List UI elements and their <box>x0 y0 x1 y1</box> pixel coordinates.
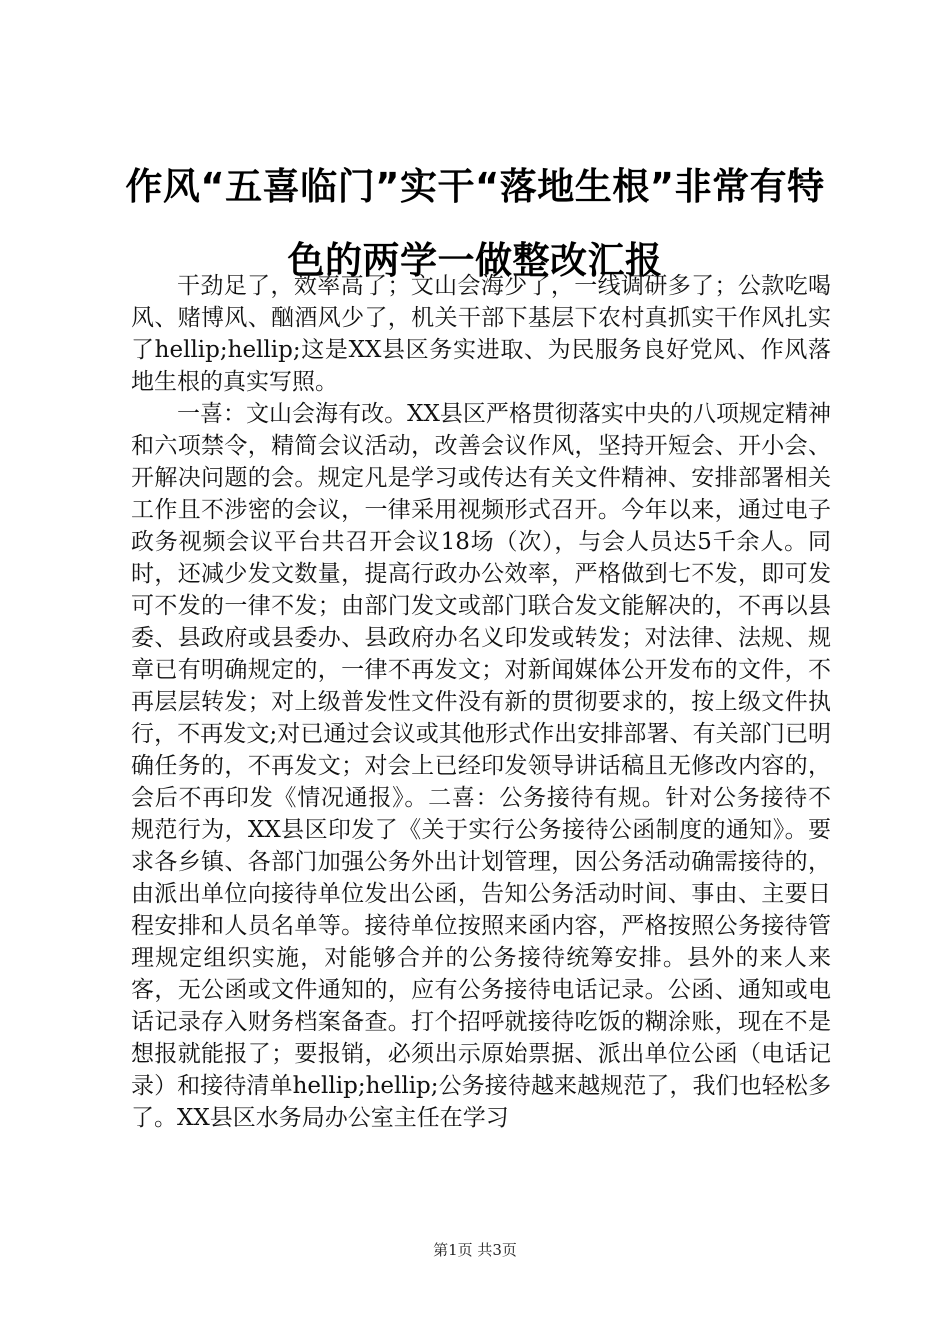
page-footer <box>0 1240 950 1260</box>
document-title: 作风“五喜临门”实干“落地生根”非常有特色的两学一做整改汇报 <box>125 165 825 282</box>
document-body <box>131 270 831 1134</box>
paragraph-intro: 干劲足了，效率高了；文山会海少了，一线调研多了；公款吃喝风、赌博风、酗酒风少了，机关干部下基层下农村真抓实干作风扎实了hellip;hellip;这是XX县区务实进取、为民服务良好党风、作风落地生根的真实写照。 <box>131 273 831 395</box>
paragraph-first-point: 一喜：文山会海有改。XX县区严格贯彻落实中央的八项规定精神和六项禁令，精简会议活动，改善会议作风，坚持开短会、开小会、开解决问题的会。规定凡是学习或传达有关文件精神、安排部署相关工作且不涉密的会议，一律采用视频形式召开。今年以来，通过电子政务视频会议平台共召开会议18场（次），与会人员达5千余人。同时，还减少发文数量，提高行政办公效率，严格做到七不发，即可发可不发的一律不发；由部门发文或部门联合发文能解决的，不再以县委、县政府或县委办、县政府办名义印发或转发；对法律、法规、规章已有明确规定的，一律不再发文；对新闻媒体公开发布的文件，不再层层转发；对上级普发性文件没有新的贯彻要求的，按上级文件执行，不再发文;对已通过会议或其他形式作出安排部署、有关部门已明确任务的，不再发文；对会上已经印发领导讲话稿且无修改内容的，会后不再印发《情况通报》。二喜：公务接待有规。针对公务接待不规范行为，XX县区印发了《关于实行公务接待公函制度的通知》。要求各乡镇、各部门加强公务外出计划管理，因公务活动确需接待的，由派出单位向接待单位发出公函，告知公务活动时间、事由、主要日程安排和人员名单等。接待单位按照来函内容，严格按照公务接待管理规定组织实施，对能够合并的公务接待统筹安排。县外的来人来客，无公函或文件通知的，应有公务接待电话记录。公函、通知或电话记录存入财务档案备查。打个招呼就接待吃饭的糊涂账，现在不是想报就能报了；要报销，必须出示原始票据、派出单位公函（电话记录）和接待清单hellip;hellip;公务接待越来越规范了，我们也轻松多了。XX县区水务局办公室主任在学习 <box>131 401 831 1131</box>
page-number-label: 第1页 共3页 <box>433 1241 517 1259</box>
